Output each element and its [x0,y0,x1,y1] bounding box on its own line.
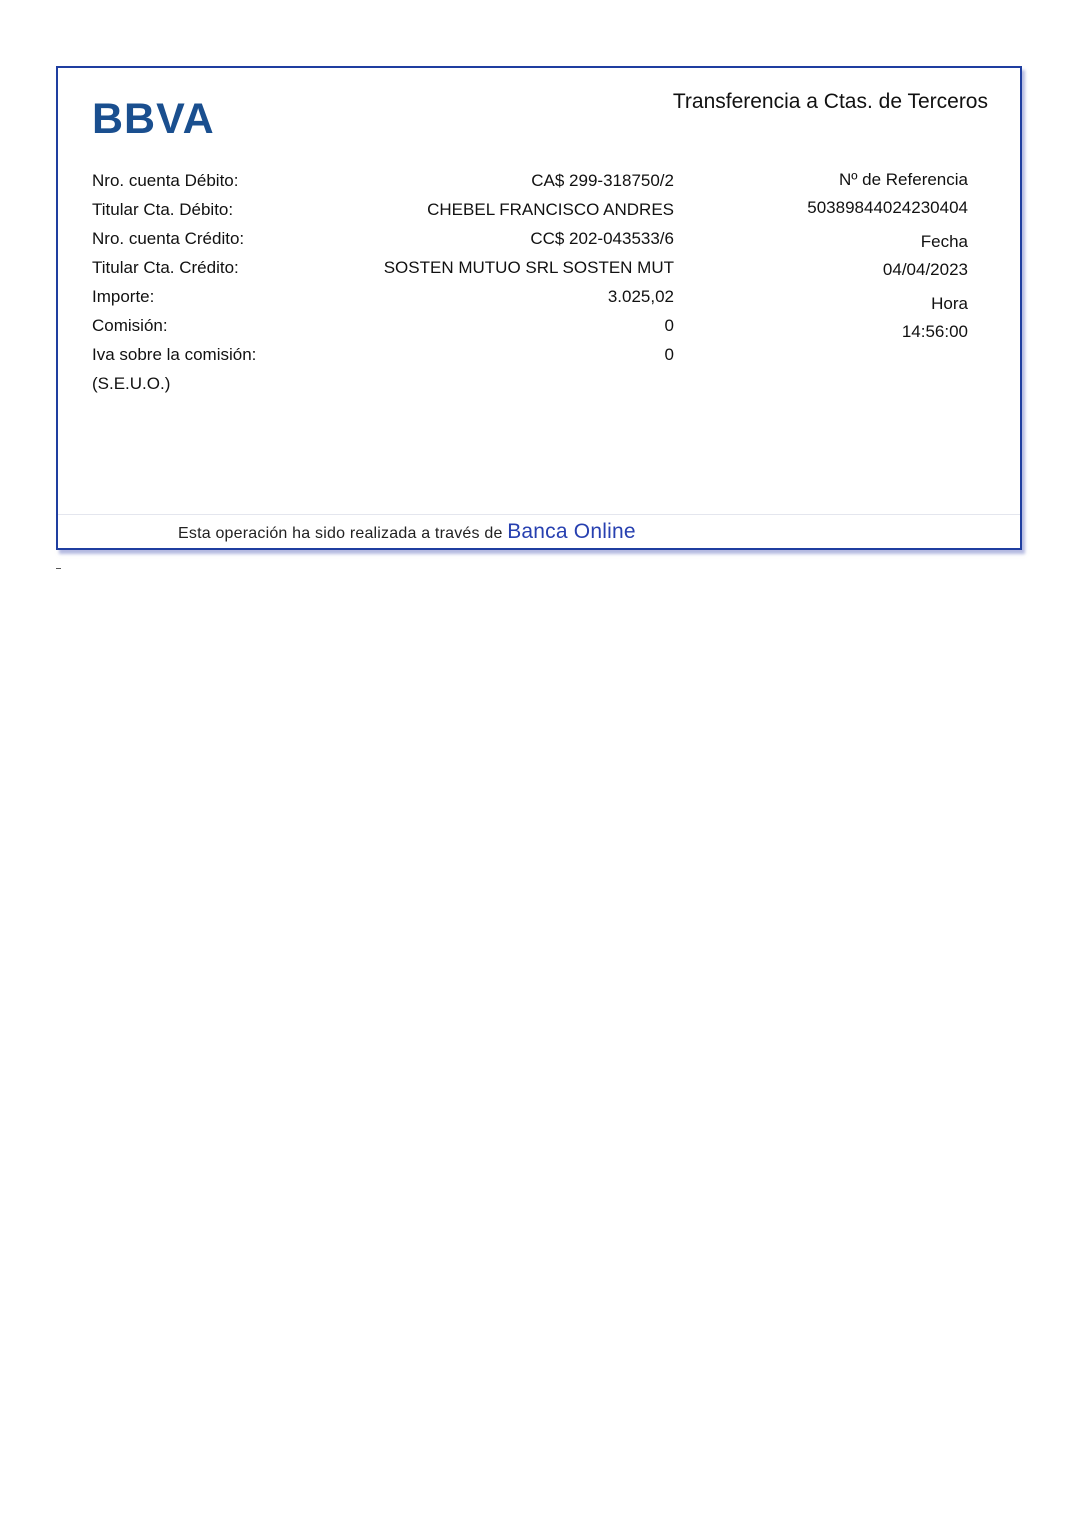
transfer-receipt [56,66,1022,550]
seuo-disclaimer: (S.E.U.O.) [92,374,171,393]
amount-label: Importe: [92,287,155,306]
commission-label: Comisión: [92,316,168,335]
detail-values [338,166,674,369]
reference-panel [708,166,968,346]
bbva-logo: BBVA [92,95,215,143]
credit-holder-label: Titular Cta. Crédito: [92,258,239,277]
debit-account-label: Nro. cuenta Débito: [92,171,239,190]
reference-value: 50389844024230404 [807,198,968,217]
time-value: 14:56:00 [901,322,968,341]
banca-online-label: Banca Online [507,520,636,543]
date-value: 04/04/2023 [882,260,968,279]
footer-note [178,520,636,544]
date-label: Fecha [920,232,968,251]
amount-value: 3.025,02 [607,287,674,306]
reference-label: Nº de Referencia [838,170,968,189]
debit-holder-label: Titular Cta. Débito: [92,200,234,219]
commission-vat-label: Iva sobre la comisión: [92,345,257,364]
credit-holder-value: SOSTEN MUTUO SRL SOSTEN MUT [383,258,674,277]
detail-labels [92,166,332,398]
page-mark [56,568,61,569]
footer-text: Esta operación ha sido realizada a través de [178,525,503,542]
commission-value: 0 [664,316,674,335]
credit-account-value: CC$ 202-043533/6 [530,229,674,248]
receipt-title: Transferencia a Ctas. de Terceros [672,90,988,113]
time-label: Hora [931,294,968,313]
credit-account-label: Nro. cuenta Crédito: [92,229,245,248]
debit-account-value: CA$ 299-318750/2 [531,171,674,190]
debit-holder-value: CHEBEL FRANCISCO ANDRES [427,200,674,219]
commission-vat-value: 0 [664,345,674,364]
